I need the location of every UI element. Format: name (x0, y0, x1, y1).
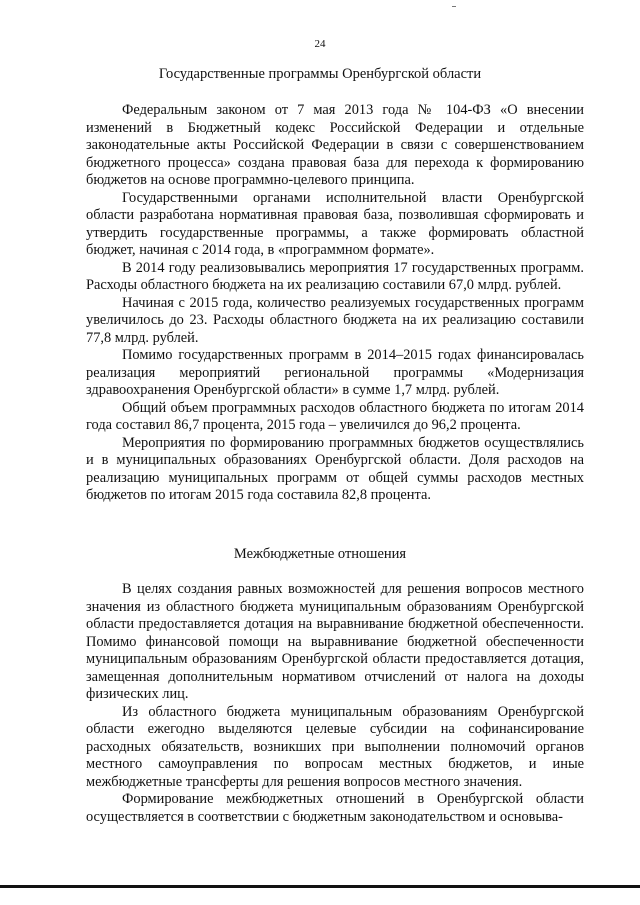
page-bottom-rule (0, 885, 640, 888)
interbudget-relations-text (86, 581, 584, 826)
section-heading-interbudget-relations: Межбюджетные отношения (233, 546, 407, 562)
paragraph: В целях создания равных возможностей для решения вопросов местного значения из областного бюджета муниципальным образованиям Оренбургской области предоставляется дотация на выравнивание бюджетной обеспеченности. Помимо финансовой помощи на выравнивание бюджетной обеспеченности муниципальным образованиям Оренбургской области предоставляется дотация, замещенная дополнительным нормативом отчислений от налога на доходы физических лиц. (86, 581, 584, 702)
paragraph: Начиная с 2015 года, количество реализуемых государственных программ увеличилось до 23. Расходы областного бюджета на их реализацию составили 77,8 млрд. рублей. (86, 294, 584, 346)
paragraph: Формирование межбюджетных отношений в Оренбургской области осуществляется в соответствии с бюджетным законодательством и основыва- (86, 791, 584, 825)
section-heading-state-programs: Государственные программы Оренбургской области (158, 66, 482, 82)
scan-speck (452, 6, 456, 7)
paragraph: Помимо государственных программ в 2014–2015 годах финансировалась реализация мероприятий региональной программы «Модернизация здравоохранения Оренбургской области» в сумме 1,7 млрд. рублей. (86, 347, 584, 398)
paragraph: Из областного бюджета муниципальным образованиям Оренбургской области ежегодно выделяются целевые субсидии на софинансирование расходных обязательств, возникших при выполнении полномочий органов местного самоуправления по вопросам местных бюджетов, и иные межбюджетные трансферты для решения вопросов местного значения. (86, 703, 584, 790)
paragraph: Общий объем программных расходов областного бюджета по итогам 2014 года составил 86,7 процента, 2015 года – увеличился до 96,2 процента. (86, 399, 584, 433)
page-number: 24 (314, 38, 326, 50)
state-programs-text (86, 102, 584, 505)
paragraph: Федеральным законом от 7 мая 2013 года № 104-ФЗ «О внесении изменений в Бюджетный кодекс Российской Федерации и отдельные законодательные акты Российской Федерации в связи с совершенствованием бюджетного процесса» создана правовая база для перехода к формированию бюджетов на основе программно-целевого принципа. (86, 102, 584, 188)
paragraph: Государственными органами исполнительной власти Оренбургской области разработана нормативная правовая база, позволившая сформировать и утвердить государственные программы, а также формировать областной бюджет, начиная с 2014 года, в «программном формате». (86, 189, 584, 258)
paragraph: В 2014 году реализовывались мероприятия 17 государственных программ. Расходы областного бюджета на их реализацию составили 67,0 млрд. рублей. (86, 259, 584, 293)
paragraph: Мероприятия по формированию программных бюджетов осуществлялись и в муниципальных образованиях Оренбургской области. Доля расходов на реализацию муниципальных программ от общей суммы расходов местных бюджетов по итогам 2015 года составила 82,8 процента. (86, 434, 584, 503)
